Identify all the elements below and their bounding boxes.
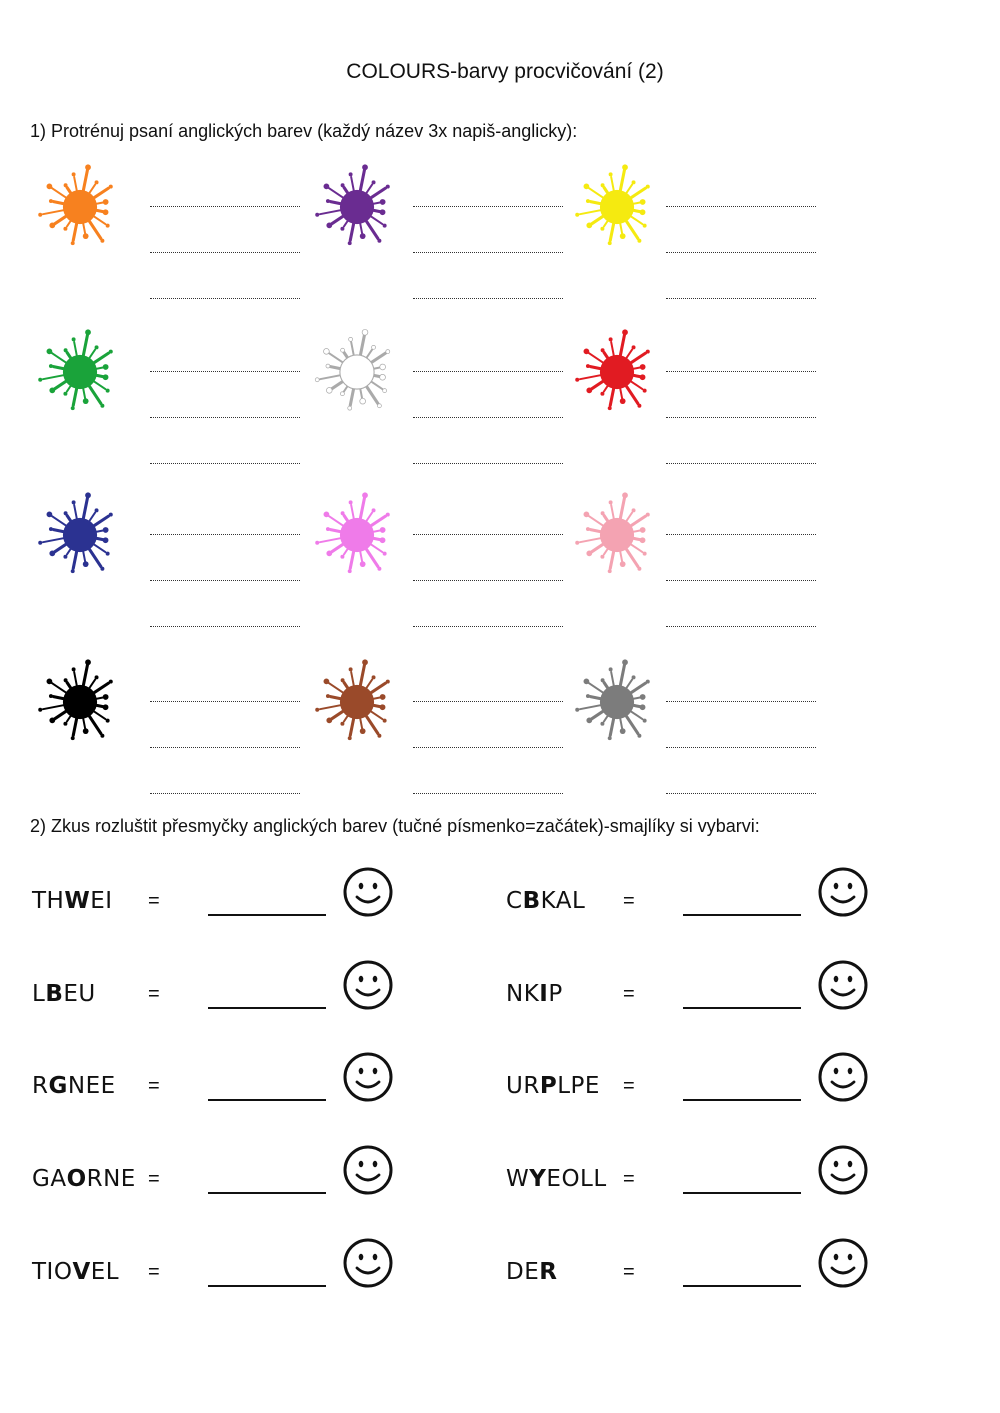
dotted-answer-line[interactable] (413, 463, 563, 464)
dotted-answer-line[interactable] (150, 747, 300, 748)
pink-splat-icon (312, 490, 402, 580)
anagram-letters: LPE (557, 1073, 600, 1099)
red-splat-icon (572, 327, 662, 417)
dotted-answer-line[interactable] (666, 747, 816, 748)
dotted-answer-line[interactable] (666, 371, 816, 372)
answer-blank[interactable] (683, 914, 801, 916)
smiley-face-icon[interactable] (342, 1051, 394, 1103)
equals-sign: = (148, 1261, 160, 1283)
smiley-face-icon[interactable] (342, 959, 394, 1011)
dotted-answer-line[interactable] (666, 252, 816, 253)
white-splat-icon (312, 327, 402, 417)
anagram-start-letter: W (64, 888, 91, 914)
anagram-start-letter: I (539, 981, 549, 1007)
answer-blank[interactable] (683, 1285, 801, 1287)
dotted-answer-line[interactable] (666, 417, 816, 418)
dotted-answer-line[interactable] (666, 298, 816, 299)
anagram-start-letter: P (539, 1073, 558, 1099)
anagram-word (506, 1073, 600, 1099)
anagram-letters: EOLL (546, 1166, 607, 1192)
dotted-answer-line[interactable] (150, 206, 300, 207)
brown-splat-icon (312, 657, 402, 747)
anagram-word (32, 1259, 119, 1285)
anagram-start-letter: G (48, 1073, 68, 1099)
anagram-letters: EU (63, 981, 96, 1007)
anagram-letters: UR (506, 1073, 540, 1099)
anagram-letters: NK (506, 981, 540, 1007)
anagram-letters: L (32, 981, 46, 1007)
anagram-letters: TH (32, 888, 65, 914)
dotted-answer-line[interactable] (413, 793, 563, 794)
anagram-word (506, 981, 563, 1007)
dotted-answer-line[interactable] (150, 701, 300, 702)
smiley-face-icon[interactable] (817, 959, 869, 1011)
dotted-answer-line[interactable] (150, 252, 300, 253)
answer-blank[interactable] (208, 914, 326, 916)
equals-sign: = (623, 1168, 635, 1190)
dotted-answer-line[interactable] (413, 206, 563, 207)
anagram-word (32, 1073, 116, 1099)
smiley-face-icon[interactable] (817, 1237, 869, 1289)
exercise-2-instruction: 2) Zkus rozluštit přesmyčky anglických barev (tučné písmenko=začátek)-smajlíky si vybarvi: (30, 816, 760, 836)
anagram-letters: EL (90, 1259, 120, 1285)
dotted-answer-line[interactable] (413, 371, 563, 372)
dotted-answer-line[interactable] (666, 534, 816, 535)
smiley-face-icon[interactable] (342, 866, 394, 918)
dotted-answer-line[interactable] (413, 580, 563, 581)
smiley-face-icon[interactable] (817, 866, 869, 918)
equals-sign: = (623, 890, 635, 912)
grey-splat-icon (572, 657, 662, 747)
anagram-letters: DE (506, 1259, 540, 1285)
dotted-answer-line[interactable] (666, 580, 816, 581)
anagram-letters: TIO (32, 1259, 73, 1285)
light-pink-splat-icon (572, 490, 662, 580)
smiley-face-icon[interactable] (342, 1144, 394, 1196)
anagram-word (32, 1166, 136, 1192)
answer-blank[interactable] (683, 1099, 801, 1101)
page-title: COLOURS-barvy procvičování (2) (346, 60, 664, 83)
anagram-start-letter: O (66, 1166, 87, 1192)
dotted-answer-line[interactable] (413, 534, 563, 535)
answer-blank[interactable] (208, 1285, 326, 1287)
dotted-answer-line[interactable] (150, 463, 300, 464)
purple-splat-icon (312, 162, 402, 252)
dotted-answer-line[interactable] (413, 417, 563, 418)
exercise-1-instruction: 1) Protrénuj psaní anglických barev (každý název 3x napiš-anglicky): (30, 121, 578, 141)
smiley-face-icon[interactable] (817, 1144, 869, 1196)
anagram-word (506, 888, 585, 914)
equals-sign: = (623, 1075, 635, 1097)
dotted-answer-line[interactable] (150, 417, 300, 418)
anagram-start-letter: V (72, 1259, 91, 1285)
smiley-face-icon[interactable] (342, 1237, 394, 1289)
dotted-answer-line[interactable] (666, 793, 816, 794)
dotted-answer-line[interactable] (150, 371, 300, 372)
anagram-start-letter: Y (529, 1166, 547, 1192)
smiley-face-icon[interactable] (817, 1051, 869, 1103)
anagram-letters: RNE (86, 1166, 136, 1192)
anagram-start-letter: B (522, 888, 541, 914)
dotted-answer-line[interactable] (413, 701, 563, 702)
anagram-letters: GA (32, 1166, 67, 1192)
anagram-word (32, 888, 113, 914)
dotted-answer-line[interactable] (666, 626, 816, 627)
dotted-answer-line[interactable] (666, 701, 816, 702)
yellow-splat-icon (572, 162, 662, 252)
equals-sign: = (623, 983, 635, 1005)
equals-sign: = (148, 1168, 160, 1190)
anagram-letters: W (506, 1166, 530, 1192)
anagram-letters: KAL (540, 888, 586, 914)
answer-blank[interactable] (208, 1007, 326, 1009)
anagram-letters: NEE (67, 1073, 116, 1099)
anagram-word (506, 1259, 557, 1285)
answer-blank[interactable] (683, 1192, 801, 1194)
equals-sign: = (148, 1075, 160, 1097)
dotted-answer-line[interactable] (413, 747, 563, 748)
blue-splat-icon (35, 490, 125, 580)
anagram-start-letter: R (539, 1259, 558, 1285)
equals-sign: = (623, 1261, 635, 1283)
orange-splat-icon (35, 162, 125, 252)
anagram-word (32, 981, 96, 1007)
dotted-answer-line[interactable] (413, 626, 563, 627)
anagram-letters: C (506, 888, 523, 914)
dotted-answer-line[interactable] (150, 580, 300, 581)
anagram-word (506, 1166, 607, 1192)
dotted-answer-line[interactable] (150, 626, 300, 627)
equals-sign: = (148, 983, 160, 1005)
dotted-answer-line[interactable] (150, 793, 300, 794)
anagram-letters: EI (90, 888, 113, 914)
dotted-answer-line[interactable] (150, 534, 300, 535)
dotted-answer-line[interactable] (413, 252, 563, 253)
dotted-answer-line[interactable] (150, 298, 300, 299)
dotted-answer-line[interactable] (666, 463, 816, 464)
anagram-letters: P (548, 981, 563, 1007)
dotted-answer-line[interactable] (413, 298, 563, 299)
anagram-letters: R (32, 1073, 49, 1099)
black-splat-icon (35, 657, 125, 747)
dotted-answer-line[interactable] (666, 206, 816, 207)
equals-sign: = (148, 890, 160, 912)
answer-blank[interactable] (683, 1007, 801, 1009)
green-splat-icon (35, 327, 125, 417)
answer-blank[interactable] (208, 1099, 326, 1101)
answer-blank[interactable] (208, 1192, 326, 1194)
anagram-start-letter: B (45, 981, 64, 1007)
